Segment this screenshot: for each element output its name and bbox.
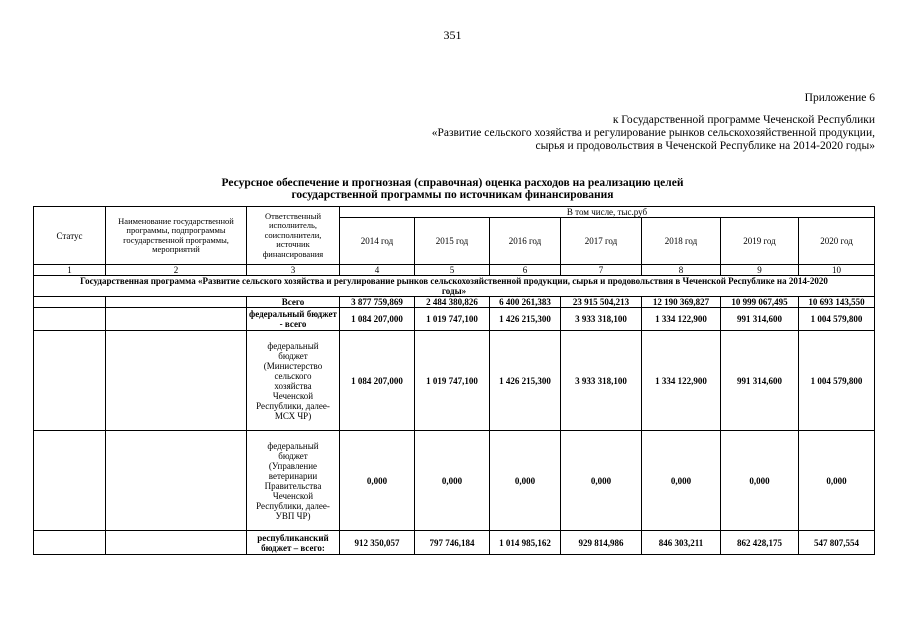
value-cell: 991 314,600 [721, 308, 799, 331]
header-executor: Ответственный исполнитель, соисполнители, источник финансирования [247, 207, 340, 265]
value-cell: 3 933 318,100 [561, 331, 642, 431]
value-cell: 1 014 985,162 [490, 531, 561, 555]
source-cell: федеральный бюджет (Министерство сельского хозяйства Чеченской Республики, далее-МСХ ЧР) [247, 331, 340, 431]
header-name: Наименование государственной программы, подпрограммы государственной программы, мероприятий [106, 207, 247, 265]
value-cell: 6 400 261,383 [490, 297, 561, 308]
value-cell: 1 084 207,000 [340, 331, 415, 431]
name-cell [106, 531, 247, 555]
table-row [34, 297, 875, 308]
column-number: 10 [799, 265, 875, 276]
page-number: 351 [443, 28, 462, 42]
value-cell: 1 004 579,800 [799, 308, 875, 331]
header-year: 2020 год [799, 218, 875, 265]
value-cell: 912 350,057 [340, 531, 415, 555]
value-cell: 10 693 143,550 [799, 297, 875, 308]
value-cell: 929 814,986 [561, 531, 642, 555]
value-cell: 3 877 759,869 [340, 297, 415, 308]
column-number: 2 [106, 265, 247, 276]
header-year: 2014 год [340, 218, 415, 265]
resource-table [33, 206, 875, 555]
header-year: 2018 год [642, 218, 721, 265]
appendix-line-2: «Развитие сельского хозяйства и регулирование рынков сельскохозяйственной продукции, [431, 127, 875, 139]
value-cell: 991 314,600 [721, 331, 799, 431]
value-cell: 0,000 [799, 431, 875, 531]
program-title: Государственная программа «Развитие сельского хозяйства и регулирование рынков сельскохозяйственной продукции, сырья и продовольствия в Чеченской Республике на 2014-2020 годы» [34, 276, 875, 297]
table-row [34, 431, 875, 531]
name-cell [106, 308, 247, 331]
header-year: 2016 год [490, 218, 561, 265]
value-cell: 1 004 579,800 [799, 331, 875, 431]
value-cell: 3 933 318,100 [561, 308, 642, 331]
value-cell: 846 303,211 [642, 531, 721, 555]
source-cell: Всего [247, 297, 340, 308]
status-cell [34, 531, 106, 555]
status-cell [34, 331, 106, 431]
document-title-line-1: Ресурсное обеспечение и прогнозная (справочная) оценка расходов на реализацию целей [221, 177, 684, 189]
name-cell [106, 297, 247, 308]
header-including: В том числе, тыс.руб [340, 207, 875, 218]
column-number: 8 [642, 265, 721, 276]
value-cell: 1 019 747,100 [415, 308, 490, 331]
column-number: 9 [721, 265, 799, 276]
value-cell: 1 334 122,900 [642, 331, 721, 431]
column-number: 4 [340, 265, 415, 276]
value-cell: 0,000 [340, 431, 415, 531]
table-row [34, 331, 875, 431]
status-cell [34, 297, 106, 308]
program-row [34, 276, 875, 297]
value-cell: 1 084 207,000 [340, 308, 415, 331]
value-cell: 0,000 [642, 431, 721, 531]
appendix-line-3: сырья и продовольствия в Чеченской Республике на 2014-2020 годы» [535, 140, 875, 152]
name-cell [106, 431, 247, 531]
value-cell: 1 426 215,300 [490, 308, 561, 331]
value-cell: 0,000 [415, 431, 490, 531]
column-number: 6 [490, 265, 561, 276]
value-cell: 0,000 [721, 431, 799, 531]
status-cell [34, 308, 106, 331]
document-title-line-2: государственной программы по источникам финансирования [291, 189, 614, 201]
column-number: 1 [34, 265, 106, 276]
column-number: 5 [415, 265, 490, 276]
source-cell: федеральный бюджет - всего [247, 308, 340, 331]
value-cell: 12 190 369,827 [642, 297, 721, 308]
value-cell: 1 019 747,100 [415, 331, 490, 431]
column-number: 3 [247, 265, 340, 276]
table-row [34, 531, 875, 555]
value-cell: 1 334 122,900 [642, 308, 721, 331]
value-cell: 1 426 215,300 [490, 331, 561, 431]
header-year: 2019 год [721, 218, 799, 265]
name-cell [106, 331, 247, 431]
value-cell: 547 807,554 [799, 531, 875, 555]
source-cell: федеральный бюджет (Управление ветеринарии Правительства Чеченской Республики, далее-УВП ЧР) [247, 431, 340, 531]
value-cell: 862 428,175 [721, 531, 799, 555]
header-year: 2017 год [561, 218, 642, 265]
column-number: 7 [561, 265, 642, 276]
value-cell: 10 999 067,495 [721, 297, 799, 308]
value-cell: 0,000 [490, 431, 561, 531]
appendix-line-1: к Государственной программе Чеченской Республики [612, 114, 875, 126]
header-status: Статус [34, 207, 106, 265]
column-number-row [34, 265, 875, 276]
value-cell: 23 915 504,213 [561, 297, 642, 308]
status-cell [34, 431, 106, 531]
value-cell: 2 484 380,826 [415, 297, 490, 308]
header-year: 2015 год [415, 218, 490, 265]
value-cell: 0,000 [561, 431, 642, 531]
appendix-title: Приложение 6 [804, 92, 875, 104]
value-cell: 797 746,184 [415, 531, 490, 555]
table-row [34, 308, 875, 331]
source-cell: республиканский бюджет – всего: [247, 531, 340, 555]
